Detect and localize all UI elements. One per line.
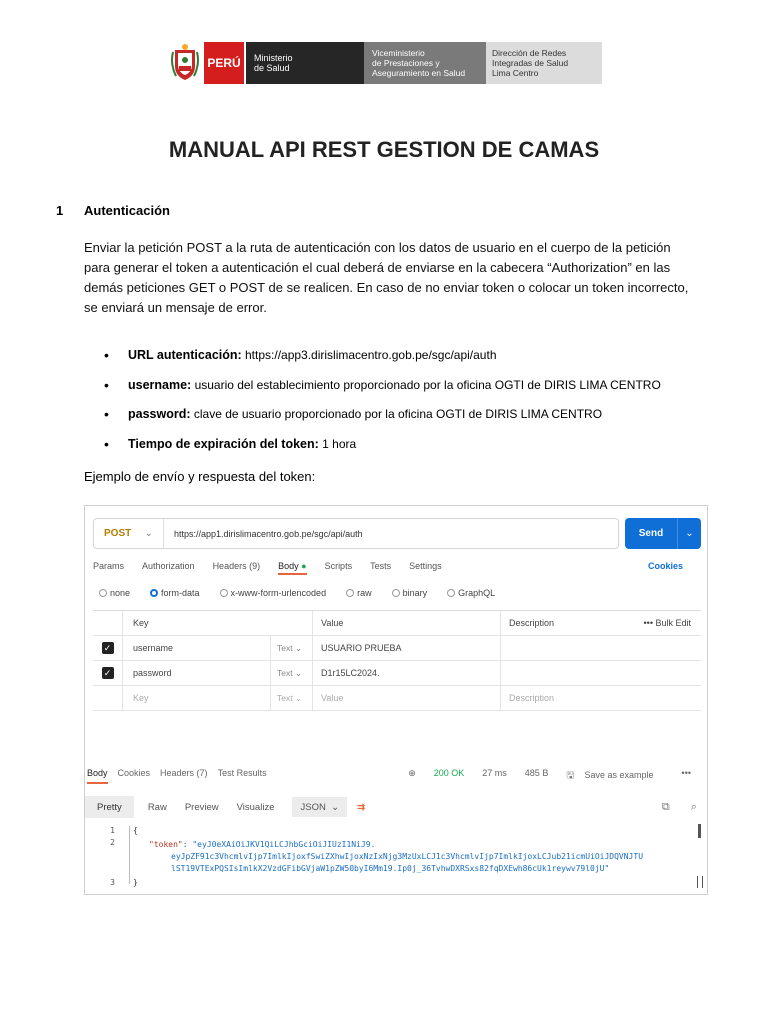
table-row: ✓ username Text ⌄ USUARIO PRUEBA [93, 636, 701, 661]
checkbox-icon[interactable]: ✓ [102, 642, 114, 654]
more-icon[interactable]: ••• [681, 768, 691, 778]
resize-handle[interactable] [697, 876, 703, 888]
document-title: MANUAL API REST GESTION DE CAMAS [168, 137, 600, 162]
intro-paragraph: Enviar la petición POST a la ruta de autenticación con los datos de usuario en el cuerpo de la petición para generar el token a autenticación el cual deberá de enviarse en la cabecera “Authorization” en las demás peticiones GET o POST de se realicen. En caso de no enviar token o colocar un token incorrecto, se enviará un mensaje de error. [84, 240, 689, 315]
tab-authorization[interactable]: Authorization [142, 561, 195, 571]
tab-response-body[interactable]: Body [87, 768, 108, 784]
wrap-lines-icon[interactable]: ⇉ [357, 801, 366, 813]
radio-raw[interactable]: raw [346, 588, 382, 598]
coat-of-arms-icon [170, 42, 200, 84]
radio-none[interactable]: none [99, 588, 140, 598]
vice-ministry-label: Viceministerio de Prestaciones y Aseguramiento en Salud [364, 42, 486, 84]
tab-headers[interactable]: Headers (9) [212, 561, 261, 571]
list-item: • password: clave de usuario proporcionado por la oficina OGTI de DIRIS LIMA CENTRO [104, 404, 704, 434]
scrollbar[interactable] [698, 824, 701, 838]
list-item: • Tiempo de expiración del token: 1 hora [104, 434, 704, 464]
request-url-bar[interactable] [93, 518, 619, 549]
response-code-view: 1 2 3 { "token": "eyJ0eXAiOiJKV1QiLCJhbGciOiJIUzI1NiJ9. eyJpZF91c3VhcmlvIjp7ImlkIjoxfSwiZXhwIjoxNzIxNjg3MzUxLCJ1c3VhcmlvIjp7ImlkIjoxLCJub21icmUiOiJDQVNJTU lST19VTExPQSIsImlkX2VzdGFibGVjaW1pZW50byI6Mm19.Ip0j_36TvhwDXRSxs82fqDXEwh86cUk1reywv79l0jU" } [85, 824, 707, 890]
send-button[interactable]: Send ⌄ [625, 518, 701, 549]
form-data-table [93, 610, 701, 711]
table-header: Key Value Description ••• Bulk Edit [93, 611, 701, 636]
list-item: • URL autenticación: https://app3.dirislimacentro.gob.pe/sgc/api/auth [104, 345, 704, 375]
response-size: 485 B [524, 768, 549, 778]
tab-body[interactable]: Body ● [278, 561, 306, 575]
chevron-down-icon[interactable]: ⌄ [685, 528, 694, 539]
radio-form-data[interactable]: form-data [150, 588, 210, 598]
government-logo-banner [170, 42, 602, 84]
section-title: Autenticación [84, 203, 170, 218]
peru-label: PERÚ [204, 42, 244, 84]
tab-raw[interactable]: Raw [147, 801, 167, 813]
tab-tests[interactable]: Tests [370, 561, 392, 571]
bulk-edit-link[interactable]: ••• Bulk Edit [643, 618, 691, 628]
search-icon[interactable]: ⌕ [690, 800, 697, 813]
direction-label: Dirección de Redes Integradas de Salud Lima Centro [486, 42, 602, 84]
section-number: 1 [56, 203, 64, 218]
list-item: • username: usuario del establecimiento proporcionado por la oficina OGTI de DIRIS LIMA CENTRO [104, 375, 704, 405]
tab-response-headers[interactable]: Headers (7) [160, 768, 208, 778]
radio-graphql[interactable]: GraphQL [447, 588, 505, 598]
status-code: 200 OK [433, 768, 465, 778]
ministry-label: Ministerio de Salud [246, 42, 364, 84]
response-tabs [85, 768, 707, 784]
tab-test-results[interactable]: Test Results [217, 768, 267, 778]
example-caption: Ejemplo de envío y respuesta del token: [84, 469, 316, 484]
globe-icon: ⊕ [408, 768, 416, 778]
cookies-link[interactable]: Cookies [647, 561, 683, 571]
tab-scripts[interactable]: Scripts [324, 561, 353, 571]
radio-binary[interactable]: binary [392, 588, 438, 598]
copy-icon[interactable]: ⧉ [661, 800, 670, 813]
checkbox-icon[interactable]: ✓ [102, 667, 114, 679]
response-time: 27 ms [482, 768, 507, 778]
save-example-button[interactable]: 🖫 Save as example [566, 770, 654, 780]
postman-screenshot [84, 505, 708, 895]
request-tabs [93, 561, 701, 575]
tab-pretty[interactable]: Pretty [85, 796, 134, 818]
tab-settings[interactable]: Settings [409, 561, 442, 571]
tab-visualize[interactable]: Visualize [236, 801, 275, 813]
table-row: ✓ password Text ⌄ D1r15LC2024. [93, 661, 701, 686]
table-row-empty: Key Text ⌄ Value Description [93, 686, 701, 711]
radio-urlencoded[interactable]: x-www-form-urlencoded [220, 588, 337, 598]
format-select[interactable]: JSON ⌄ [292, 797, 347, 817]
parameter-list [104, 345, 704, 463]
url-input[interactable]: https://app1.dirislimacentro.gob.pe/sgc/api/auth [174, 528, 363, 539]
body-mode-radios [99, 588, 515, 598]
response-format-bar [85, 796, 707, 818]
chevron-down-icon: ⌄ [144, 528, 153, 539]
tab-preview[interactable]: Preview [184, 801, 219, 813]
tab-response-cookies[interactable]: Cookies [117, 768, 151, 778]
tab-params[interactable]: Params [93, 561, 125, 571]
method-select[interactable]: POST ⌄ [94, 519, 164, 548]
